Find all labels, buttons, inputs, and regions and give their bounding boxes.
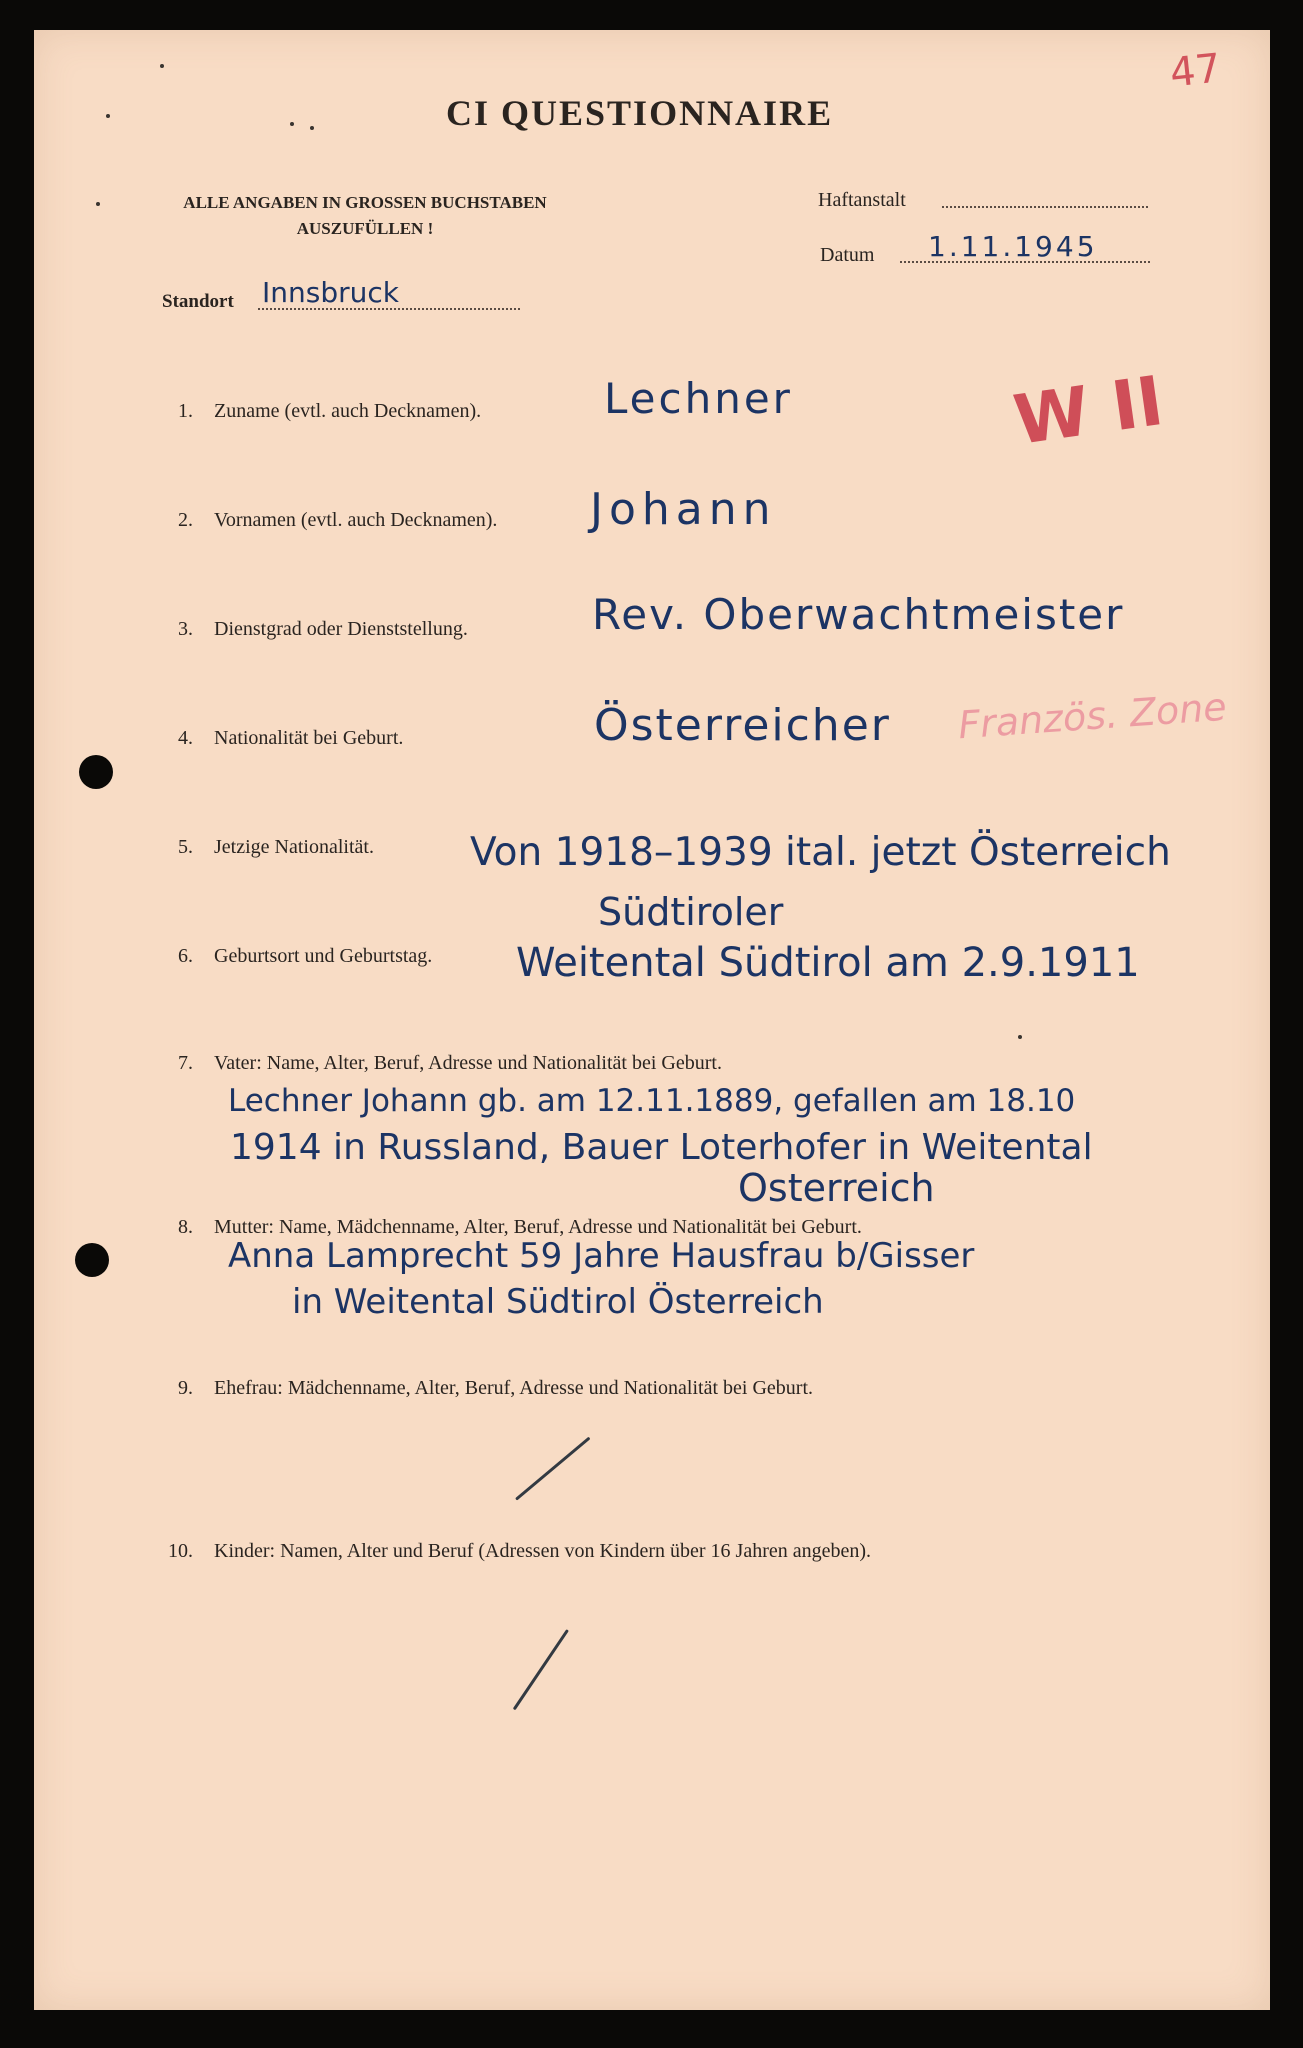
field-label-geburtsort: Geburtsort und Geburtstag. [214,945,433,967]
field-label-mutter: Mutter: Name, Mädchenname, Alter, Beruf, Adresse und Nationalität bei Geburt. [214,1216,862,1238]
field-number: 5. [178,836,193,858]
haftanstalt-line [942,206,1148,208]
answer-vater-line1: Lechner Johann gb. am 12.11.1889, gefallen am 18.10 [228,1083,1076,1119]
field-label-nationalitaet-geburt: Nationalität bei Geburt. [214,727,404,749]
paper-speck [160,64,164,68]
answer-vater-line3: Osterreich [738,1166,935,1210]
answer-vornamen: Johann [590,484,777,535]
instruction-line-1: ALLE ANGABEN IN GROSSEN BUCHSTABEN [183,193,547,212]
page-title: CI QUESTIONNAIRE [446,93,834,133]
paper-speck [96,202,100,206]
paper-speck [106,114,110,118]
field-number: 7. [178,1052,193,1074]
questionnaire-page [34,30,1270,2010]
stamp-mark: W II [1009,361,1169,462]
answer-mutter-line2: in Weitental Südtirol Österreich [292,1282,824,1322]
answer-nationalitaet-geburt: Österreicher [594,700,891,751]
field-label-ehefrau: Ehefrau: Mädchenname, Alter, Beruf, Adresse und Nationalität bei Geburt. [214,1377,814,1399]
answer-jetzige-nationalitaet: Von 1918–1939 ital. jetzt Österreich [470,830,1171,875]
field-number: 8. [178,1216,193,1238]
answer-vater-line2: 1914 in Russland, Bauer Loterhofer in Weitental [230,1127,1093,1168]
datum-label: Datum [820,244,875,266]
answer-geburtsort-above: Südtiroler [598,890,784,934]
answer-mutter-line1: Anna Lamprecht 59 Jahre Hausfrau b/Gisser [228,1236,975,1276]
field-label-kinder: Kinder: Namen, Alter und Beruf (Adressen von Kindern über 16 Jahren angeben). [214,1540,872,1562]
paper-speck [1018,1035,1022,1039]
answer-dienstgrad: Rev. Oberwachtmeister [592,590,1125,639]
answer-zuname: Lechner [604,374,793,423]
field-label-vornamen: Vornamen (evtl. auch Decknamen). [214,509,498,531]
haftanstalt-label: Haftanstalt [818,189,906,211]
field-number: 4. [178,727,193,749]
field-number: 3. [178,618,193,640]
field-number: 1. [178,400,193,422]
paper-speck [310,126,314,130]
field-number: 9. [178,1377,193,1399]
field-label-zuname: Zuname (evtl. auch Decknamen). [214,400,482,422]
punch-hole-lower [75,1243,109,1277]
punch-hole-upper [79,755,113,789]
paper-speck [290,122,294,126]
field-number: 10. [168,1540,193,1562]
standort-value: Innsbruck [262,276,399,309]
field-label-vater: Vater: Name, Alter, Beruf, Adresse und Nationalität bei Geburt. [214,1052,722,1074]
field-number: 2. [178,509,193,531]
instruction-line-2: AUSZUFÜLLEN ! [296,219,434,238]
answer-geburtsort: Weitental Südtirol am 2.9.1911 [516,940,1140,986]
datum-value: 1.11.1945 [928,230,1098,263]
page-number-mark: 47 [1167,45,1224,97]
field-label-dienstgrad: Dienstgrad oder Dienststellung. [214,618,468,640]
standort-label: Standort [162,291,234,312]
zone-note: Französ. Zone [956,684,1228,748]
field-label-jetzige-nationalitaet: Jetzige Nationalität. [214,836,374,858]
field-number: 6. [178,945,193,967]
